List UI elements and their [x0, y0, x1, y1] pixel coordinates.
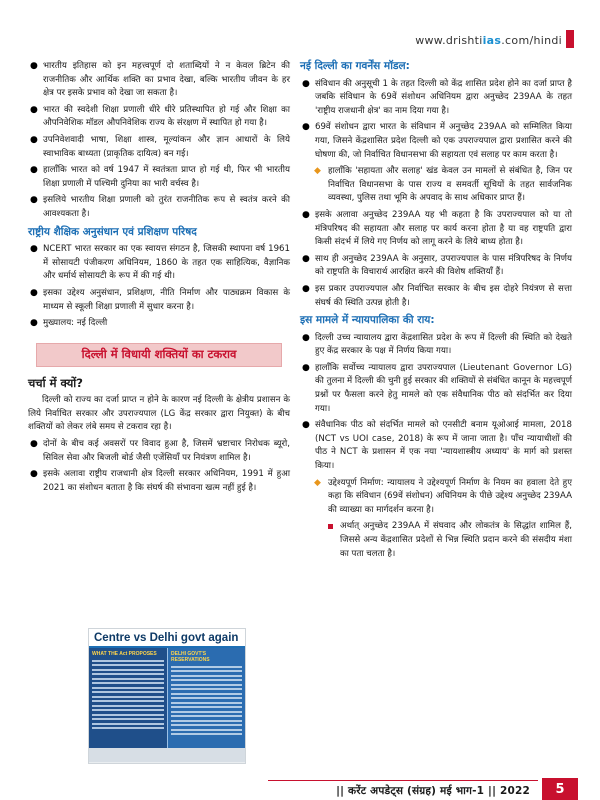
- footer-bar: [268, 780, 538, 800]
- footer-publication-title: || करेंट अपडेट्स (संग्रह) मई भाग-1 || 2022: [336, 784, 530, 797]
- sub-list-item: [300, 477, 572, 518]
- list-item-text: साथ ही अनुच्छेद 239AA के अनुसार, उपराज्यपाल के पास मंत्रिपरिषद के निर्णय को राष्ट्रपति के विचारार्थ आरक्षित करने की विशेष शक्तियाँ हैं।: [315, 253, 572, 278]
- list-item: [300, 332, 572, 359]
- left-column: [28, 60, 290, 498]
- list-item-text: इसके अलावा अनुच्छेद 239AA यह भी कहता है कि उपराज्यपाल को या तो मंत्रिपरिषद की सहायता और सलाह पर कार्य करना होता है या वह राष्ट्रपति द्वारा किसी संदर्भ में लिये गए निर्णय को लागू करने के लिये बाध्य होता है।: [315, 209, 572, 248]
- page-footer: [268, 780, 578, 800]
- list-item-text: भारत की स्वदेशी शिक्षा प्रणाली धीरे धीरे प्रतिस्थापित हो गई और शिक्षा का औपनिवेशिक मॉडल औपनिवेशिक राज्य के संरक्षण में स्थापित हो गया है।: [43, 104, 290, 129]
- bullet-icon: ●: [302, 362, 310, 373]
- ncert-heading: राष्ट्रीय शैक्षिक अनुसंधान एवं प्रशिक्षण परिषद: [28, 225, 197, 238]
- bullet-icon: ●: [30, 165, 38, 176]
- url-suffix: .com/hindi: [501, 34, 562, 47]
- bullet-icon: ●: [30, 104, 38, 115]
- diamond-bullet-icon: ◆: [314, 166, 321, 177]
- article-title-banner: [36, 343, 282, 367]
- list-item-text: हालाँकि भारत को वर्ष 1947 में स्वतंत्रता प्राप्त हो गई थी, फिर भी भारतीय शिक्षा प्रणाली में पश्चिमी दुनिया का भारी वर्चस्व है।: [43, 165, 290, 189]
- bullet-icon: ●: [302, 209, 310, 220]
- list-item: [28, 317, 290, 331]
- sub-sub-list-item: [300, 520, 572, 561]
- clipping-right-head: DELHI GOVT'S RESERVATIONS: [171, 651, 210, 663]
- clipping-left-head: WHAT THE Act PROPOSES: [92, 651, 157, 657]
- judiciary-opinion-heading: इस मामले में न्यायपालिका की राय:: [300, 314, 435, 327]
- bullet-icon: ●: [302, 283, 310, 294]
- list-item-text: हालाँकि सर्वोच्च न्यायालय द्वारा उपराज्यपाल (Lieutenant Governor LG) की तुलना में दिल्ली की चुनी हुई सरकार की शक्तियों से संबंधित कानून के महत्त्वपूर्ण प्रश्नों पर फैसला करने हेतु मामले को एक संवैधानिक पीठ को संदर्भित कर दिया गया।: [315, 362, 572, 414]
- list-item-text: इसका उद्देश्य अनुसंधान, प्रशिक्षण, नीति निर्माण और पाठ्यक्रम विकास के माध्यम से स्कूली शिक्षा प्रणाली में सुधार करना है।: [43, 287, 290, 312]
- bullet-icon: ●: [302, 122, 310, 133]
- square-bullet-icon: [328, 524, 333, 529]
- bullet-icon: ●: [30, 318, 38, 329]
- list-item-text: 69वें संशोधन द्वारा भारत के संविधान में अनुच्छेद 239AA को सम्मिलित किया गया, जिसने केंद्रशासित प्रदेश दिल्ली को एक उपराज्यपाल द्वारा प्रशासित करने की घोषणा की, जो निर्वाचित विधानसभा की सहायता एवं सलाह पर काम करता है।: [315, 122, 572, 160]
- bullet-icon: ●: [30, 195, 38, 206]
- clipping-body: [89, 648, 245, 748]
- list-item-text: उपनिवेशवादी भाषा, शिक्षा शास्त्र, मूल्यांकन और ज्ञान आधारों के लिये स्वाभाविक बाध्यता (प्राकृतिक दायित्व) बन गई।: [43, 134, 290, 159]
- list-item-text: NCERT भारत सरकार का एक स्वायत्त संगठन है, जिसकी स्थापना वर्ष 1961 में सोसायटी पंजीकरण अधिनियम, 1860 के तहत एक साहित्यिक, वैज्ञानिक और धर्मार्थ सोसायटी के रूप में की गई थी।: [43, 244, 290, 282]
- list-item: [28, 243, 290, 284]
- list-item-text: संविधान की अनुसूची 1 के तहत दिल्ली को केंद्र शासित प्रदेश होने का दर्जा प्राप्त है जबकि संविधान के 69वें संशोधन अधिनियम द्वारा अनुच्छेद 239AA के तहत 'राष्ट्रीय राजधानी क्षेत्र' का नाम दिया गया है।: [315, 78, 572, 116]
- sub-list-item-text: हालाँकि 'सहायता और सलाह' खंड केवल उन मामलों से संबंधित है, जिन पर निर्वाचित विधानसभा के पास राज्य व समवर्ती सूचियों के तहत सार्वजनिक व्यवस्था, पुलिस तथा भूमि के अपवाद के साथ अधिकार प्राप्त हैं।: [328, 166, 572, 204]
- list-item: [28, 60, 290, 101]
- sub-sub-list-item-text: अर्थात् अनुच्छेद 239AA में संघवाद और लोकतंत्र के सिद्धांत शामिल हैं, जिससे अन्य केंद्रशासित प्रदेशों से भिन्न स्थिति प्रदान करने की संसदीय मंशा का पता चलता है।: [340, 521, 572, 559]
- list-item-text: इस प्रकार उपराज्यपाल और निर्वाचित सरकार के बीच इस दोहरे नियंत्रण से सत्ता संघर्ष की स्थिति उत्पन्न होती है।: [315, 283, 572, 308]
- header-accent-bar: [566, 30, 574, 48]
- clipping-footer-strip: [89, 748, 245, 762]
- list-item-text: संवैधानिक पीठ को संदर्भित मामले को एनसीटी बनाम यूओआई मामला, 2018 (NCT vs UOI case, 2018) के रूप में जाना जाता है। पाँच न्यायाधीशों की पीठ ने NCT के प्रशासन में एक नया 'न्यायशास्त्रीय अध्याय' के मार्ग को प्रशस्त किया।: [315, 420, 572, 472]
- why-in-news-heading: चर्चा में क्यों?: [28, 375, 83, 390]
- diamond-bullet-icon: ◆: [314, 477, 321, 488]
- list-item: [300, 419, 572, 473]
- sub-list-item-text: उद्देश्यपूर्ण निर्माण: न्यायालय ने उद्देश्यपूर्ण निर्माण के नियम का हवाला देते हुए कहा कि संविधान (69वें संशोधन) अधिनियम के पीछे उद्देश्य अनुच्छेद 239AA की व्याख्या का मार्गदर्शन करना है।: [328, 477, 572, 515]
- clipping-title: Centre vs Delhi govt again: [89, 629, 245, 648]
- bullet-icon: ●: [30, 134, 38, 145]
- list-item-text: दोनों के बीच कई अवसरों पर विवाद हुआ है, जिसमें भ्रष्टाचार निरोधक ब्यूरो, सिविल सेवा और बिजली बोर्ड जैसी एजेंसियाँ पर नियंत्रण शामिल है।: [43, 439, 290, 463]
- list-item: [300, 283, 572, 310]
- bullet-icon: ●: [30, 469, 38, 480]
- article-title: दिल्ली में विधायी शक्तियों का टकराव: [81, 346, 237, 361]
- list-item-text: इसके अलावा राष्ट्रीय राजधानी क्षेत्र दिल्ली सरकार अधिनियम, 1991 में हुआ 2021 का संशोधन बताता है कि संघर्ष की संभावना खत्म नहीं हुई है।: [43, 469, 290, 493]
- bullet-icon: ●: [302, 332, 310, 343]
- list-item-text: मुख्यालय: नई दिल्ली: [43, 318, 108, 329]
- clipping-right-column: [167, 648, 245, 748]
- list-item: [28, 468, 290, 495]
- bullet-icon: ●: [30, 61, 38, 71]
- list-item: [300, 253, 572, 280]
- bullet-icon: ●: [30, 287, 38, 298]
- clipping-left-column: [89, 648, 167, 748]
- governance-model-heading: नई दिल्ली का गवर्नेंस मॉडल:: [300, 60, 410, 72]
- list-item: [28, 104, 290, 131]
- bullet-icon: ●: [30, 244, 38, 255]
- list-item: [300, 78, 572, 119]
- list-item: [28, 287, 290, 314]
- bullet-icon: ●: [30, 439, 38, 450]
- list-item: [300, 209, 572, 250]
- sub-list-item: [300, 165, 572, 206]
- list-item: [28, 164, 290, 191]
- list-item: [28, 134, 290, 161]
- page-number: 5: [542, 778, 578, 800]
- list-item-text: दिल्ली उच्च न्यायालय द्वारा केंद्रशासित प्रदेश के रूप में दिल्ली की स्थिति को देखते हुए केंद्र सरकार के पक्ष में निर्णय किया गया।: [315, 332, 572, 357]
- list-item: [28, 438, 290, 465]
- bullet-icon: ●: [302, 420, 310, 431]
- list-item-text: भारतीय इतिहास को इन महत्त्वपूर्ण दो शताब्दियों ने न केवल ब्रिटेन की राजनीतिक और आर्थिक शक्ति का प्रभाव देखा, बल्कि भारतीय जीवन के हर क्षेत्र पर इसके प्रभाव को देखा जा सकता है।: [43, 61, 290, 99]
- website-url[interactable]: [415, 34, 562, 47]
- right-column: [300, 60, 572, 564]
- intro-paragraph: दिल्ली को राज्य का दर्जा प्राप्त न होने के कारण नई दिल्ली के क्षेत्रीय प्रशासन के लिये निर्वाचित सरकार और उपराज्यपाल (LG केंद्र सरकार द्वारा नियुक्त) के बीच शक्तियों को लेकर लंबे समय से टकराव रहा है।: [28, 395, 290, 433]
- list-item: [28, 194, 290, 221]
- url-prefix: www.drishti: [415, 34, 483, 47]
- bullet-icon: ●: [302, 253, 310, 264]
- list-item: [300, 362, 572, 416]
- bullet-icon: ●: [302, 78, 310, 89]
- url-highlight: ias: [482, 34, 502, 47]
- list-item: [300, 121, 572, 162]
- newspaper-clipping-image: [88, 628, 246, 764]
- list-item-text: इसलिये भारतीय शिक्षा प्रणाली को तुरंत राजनीतिक रूप से स्वतंत्र करने की आवश्यकता है।: [43, 195, 290, 219]
